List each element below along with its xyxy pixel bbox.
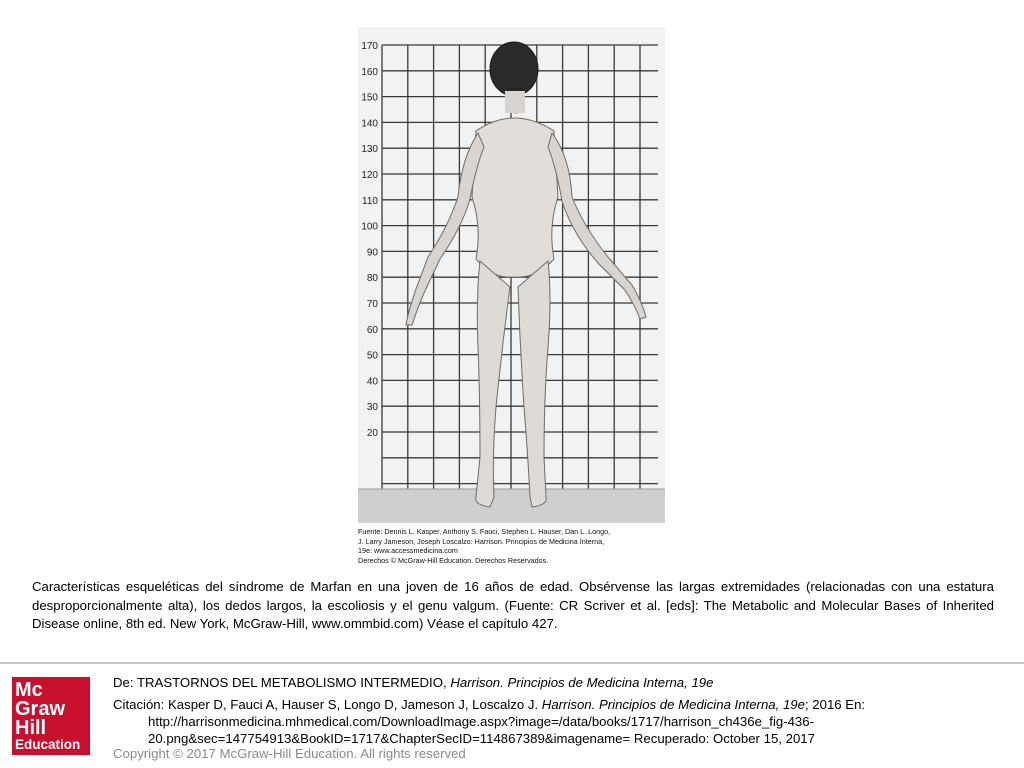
scale-label: 50 [366,350,378,362]
source-book-title: Harrison. Principios de Medicina Interna, 19e [450,675,714,690]
logo-text: Mc [15,679,43,701]
patient-figure [406,42,646,507]
scale-label: 100 [361,221,378,233]
scale-label: 110 [362,195,378,207]
scale-label: 90 [366,247,378,259]
floor [358,489,665,523]
scale-label: 60 [366,324,378,336]
figure-credit-line: J. Larry Jameson, Joseph Loscalzo: Harrison. Principios de Medicina Interna, [358,536,605,546]
citation-url: http://harrisonmedicina.mhmedical.com/DownloadImage.aspx?image=/data/books/1717/harrison_ch436e_fig-436- [148,714,814,729]
scale-label: 150 [361,92,378,104]
scale-label: 30 [366,402,378,414]
scale-label: 170 [361,41,378,52]
copyright-notice: Copyright © 2017 McGraw-Hill Education. All rights reserved [113,746,466,761]
height-chart-photo [358,27,665,523]
figure-caption: Características esqueléticas del síndrome de Marfan en una joven de 16 años de edad. Obsérvense las largas extremidades (relacionadas con una estatura desproporcionalmente alta), los dedos largos, la escoliosis y el genu valgum. (Fuente: CR Scriver et al. [eds]: The Metabolic and Molecular Bases of Inherited Disease online, 8th ed. New York, McGraw-Hill, www.ommbid.com) Véase el capítulo 427. [32,579,994,631]
figure-credit-line: Derechos © McGraw-Hill Education. Derechos Reservados. [358,555,549,565]
citation [113,696,865,747]
citation-url-continued: 20.png&sec=147754913&BookID=1717&ChapterSecID=114867389&imagename= Recuperado: October 15, 2017 [148,731,815,746]
figure-credit-line: 19e: www.accessmedicina.com [358,546,458,556]
scale-label: 20 [366,428,378,439]
scale-label: 40 [366,376,378,388]
citation-suffix: ; 2016 En: [804,697,866,712]
logo-text: Education [15,737,81,752]
logo-text: Hill [15,717,47,739]
figure-credit [358,527,665,565]
source-prefix: De: TRASTORNOS DEL METABOLISMO INTERMEDIO, [113,675,451,690]
scale-label: 70 [366,299,378,310]
figure-credit-line: Fuente: Dennis L. Kasper, Anthony S. Fauci, Stephen L. Hauser, Dan L. Longo, [358,527,611,536]
height-scale [361,41,378,439]
logo-text: Graw [15,698,66,720]
scale-label: 130 [361,144,378,156]
publisher-logo [12,677,90,755]
figure [358,27,665,567]
figure-photo [358,27,665,523]
source-line [113,674,713,691]
scale-label: 80 [366,273,378,285]
scale-label: 160 [361,66,378,78]
citation-prefix: Citación: Kasper D, Fauci A, Hauser S, Longo D, Jameson J, Loscalzo J. [113,697,542,712]
scale-label: 120 [361,170,378,181]
scale-label: 140 [361,118,378,130]
footer-divider [0,662,1024,664]
citation-book-title: Harrison. Principios de Medicina Interna, 19e [541,697,805,712]
